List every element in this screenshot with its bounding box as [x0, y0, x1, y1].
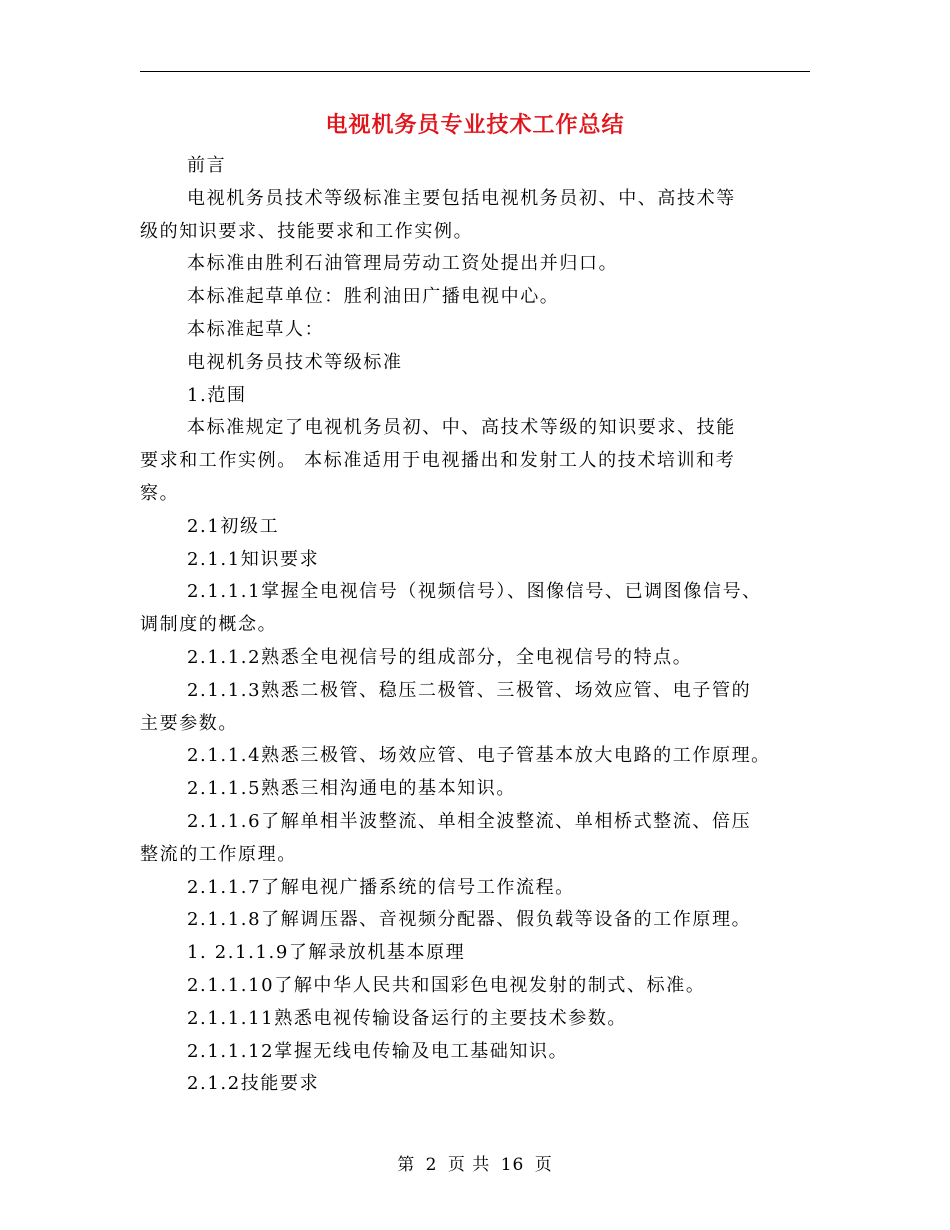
- text-line: 2.1.1知识要求: [187, 548, 320, 570]
- text-line: 1.范围: [187, 384, 247, 406]
- text-line: 2.1.1.6了解单相半波整流、单相全波整流、单相桥式整流、倍压: [187, 810, 752, 832]
- text-line: 本标准由胜利石油管理局劳动工资处提出并归口。: [187, 253, 619, 275]
- text-line: 要求和工作实例。 本标准适用于电视播出和发射工人的技术培训和考: [140, 450, 736, 472]
- text-line: 电视机务员技术等级标准主要包括电视机务员初、中、高技术等: [187, 187, 736, 209]
- text-line: 2.1.1.8了解调压器、音视频分配器、假负载等设备的工作原理。: [187, 909, 752, 931]
- text-line: 电视机务员技术等级标准: [187, 351, 403, 373]
- text-line: 2.1.1.7了解电视广播系统的信号工作流程。: [187, 876, 575, 898]
- text-line: 2.1.1.2熟悉全电视信号的组成部分，全电视信号的特点。: [187, 646, 693, 668]
- document-title: 电视机务员专业技术工作总结: [325, 113, 625, 138]
- page-footer: [0, 1151, 950, 1179]
- text-line: 2.1.1.4熟悉三极管、场效应管、电子管基本放大电路的工作原理。: [187, 745, 771, 767]
- footer-suffix: 页: [534, 1155, 553, 1175]
- text-line: 2.1.1.10了解中华人民共和国彩色电视发射的制式、标准。: [187, 974, 706, 996]
- footer-mid: 页 共: [447, 1155, 491, 1175]
- header-rule: [140, 71, 810, 72]
- text-line: 本标准起草人：: [187, 318, 325, 340]
- document-body: [140, 150, 830, 1101]
- text-line: 前言: [187, 155, 227, 176]
- text-line: 调制度的概念。: [140, 614, 278, 636]
- footer-total-pages: 16: [500, 1155, 525, 1175]
- text-line: 本标准规定了电视机务员初、中、高技术等级的知识要求、技能: [187, 417, 736, 439]
- text-line: 察。: [140, 482, 180, 504]
- text-line: 整流的工作原理。: [140, 843, 297, 865]
- text-line: 2.1初级工: [187, 515, 280, 537]
- text-line: 2.1.1.3熟悉二极管、稳压二极管、三极管、场效应管、电子管的: [187, 679, 752, 701]
- text-line: 级的知识要求、技能要求和工作实例。: [140, 220, 474, 242]
- footer-page-number: 2: [425, 1155, 438, 1175]
- text-line: 1. 2.1.1.9了解录放机基本原理: [187, 942, 466, 964]
- text-line: 2.1.2技能要求: [187, 1073, 320, 1095]
- text-line: 2.1.1.12掌握无线电传输及电工基础知识。: [187, 1040, 569, 1062]
- footer-prefix: 第: [397, 1155, 416, 1175]
- text-line: 主要参数。: [140, 712, 238, 734]
- text-line: 2.1.1.1掌握全电视信号（视频信号）、图像信号、已调图像信号、: [187, 581, 762, 603]
- text-line: 本标准起草单位：胜利油田广播电视中心。: [187, 286, 560, 308]
- text-line: 2.1.1.5熟悉三相沟通电的基本知识。: [187, 778, 516, 800]
- text-line: 2.1.1.11熟悉电视传输设备运行的主要技术参数。: [187, 1007, 628, 1029]
